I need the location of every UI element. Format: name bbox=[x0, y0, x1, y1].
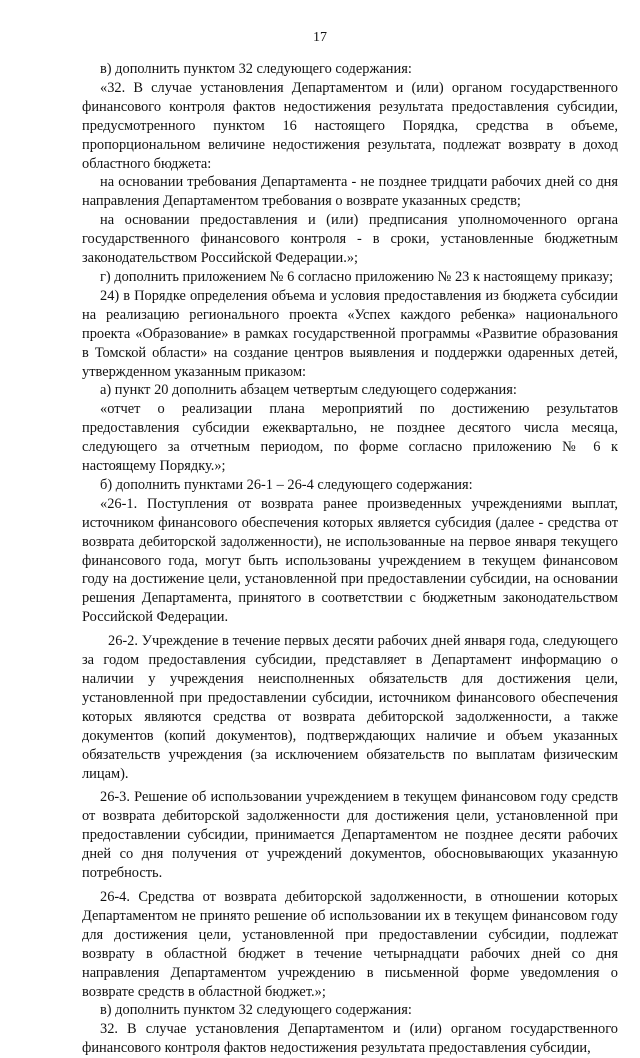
paragraph: 26-4. Средства от возврата дебиторской задолженности, в отношении которых Департаментом не принято решение об использовании их в текущем финансовом году для достижения цели, установленной при предоставлении субсидии, подлежат возврату в областной бюджет в течение четырнадцати рабочих дней со дня направления Департаментом учреждению в письменной форме уведомления о возврате средств в областной бюджет.»; bbox=[82, 888, 618, 1000]
paragraph: «отчет о реализации плана мероприятий по достижению результатов предоставления субсидии ежеквартально, не позднее десятого числа месяца, следующего за отчетным периодом, по форме согласно приложению № 6 к настоящему Порядку.»; bbox=[82, 401, 618, 475]
paragraph: на основании требования Департамента - не позднее тридцати рабочих дней со дня направления Департаментом требования о возврате указанных средств; bbox=[82, 174, 618, 210]
paragraph: в) дополнить пунктом 32 следующего содержания: bbox=[100, 1002, 412, 1019]
paragraph: в) дополнить пунктом 32 следующего содержания: bbox=[100, 61, 412, 77]
paragraph: 32. В случае установления Департаментом и (или) органом государственного финансового контроля фактов недостижения результата предоставления субсидии, bbox=[82, 1021, 618, 1057]
paragraph: а) пункт 20 дополнить абзацем четвертым следующего содержания: bbox=[100, 382, 517, 399]
paragraph: на основании предоставления и (или) предписания уполномоченного органа государственного финансового контроля - в сроки, установленные бюджетным законодательством Российской Федерации.»; bbox=[82, 212, 618, 267]
page-number: 17 bbox=[313, 30, 327, 45]
paragraph: «26-1. Поступления от возврата ранее произведенных учреждениями выплат, источником финансового обеспечения которых является субсидия (далее - средства от возврата дебиторской задолженности), не использованные на первое января текущего финансового года, могут быть использованы учреждением в текущем финансовом году на достижение цели, установленной при предоставлении субсидии, на основании решения Департамента, принятого в соответствии с бюджетным законодательством Российской Федерации. bbox=[82, 495, 618, 626]
paragraph: «32. В случае установления Департаментом и (или) органом государственного финансового контроля фактов недостижения результата предоставления субсидии, предусмотренного пунктом 16 настоящего Порядка, средства в объеме, пропорциональном величине недостижения результата, подлежат возврату в доход областного бюджета: bbox=[82, 79, 618, 172]
paragraph: 26-2. Учреждение в течение первых десяти рабочих дней января года, следующего за годом предоставления субсидии, представляет в Департамент информацию о наличии у учреждения неисполненных обязательств для достижения цели, установленной при предоставлении субсидии, источником финансового обеспечения которых являются средства от возврата дебиторской задолженности, а также документов (копий документов), подтверждающих наличие и объем указанных обязательств учреждения (за исключением обязательств по выплатам физическим лицам). bbox=[82, 633, 618, 782]
paragraph: б) дополнить пунктами 26-1 – 26-4 следующего содержания: bbox=[100, 476, 473, 493]
paragraph: 26-3. Решение об использовании учреждением в текущем финансовом году средств от возврата дебиторской задолженности для достижения цели, установленной при предоставлении субсидии, принимается Департаментом не позднее десяти рабочих дней со дня получения от учреждений документов, обосновывающих указанную потребность. bbox=[82, 789, 618, 882]
document-body bbox=[82, 60, 618, 1058]
paragraph: г) дополнить приложением № 6 согласно приложению № 23 к настоящему приказу; bbox=[100, 268, 614, 285]
paragraph: 24) в Порядке определения объема и условия предоставления из бюджета субсидии на реализацию регионального проекта «Успех каждого ребенка» национального проекта «Образование» в рамках государственной программы «Развитие образования в Томской области» на создание центров выявления и поддержки одаренных детей, утвержденном указанным приказом: bbox=[82, 287, 618, 380]
